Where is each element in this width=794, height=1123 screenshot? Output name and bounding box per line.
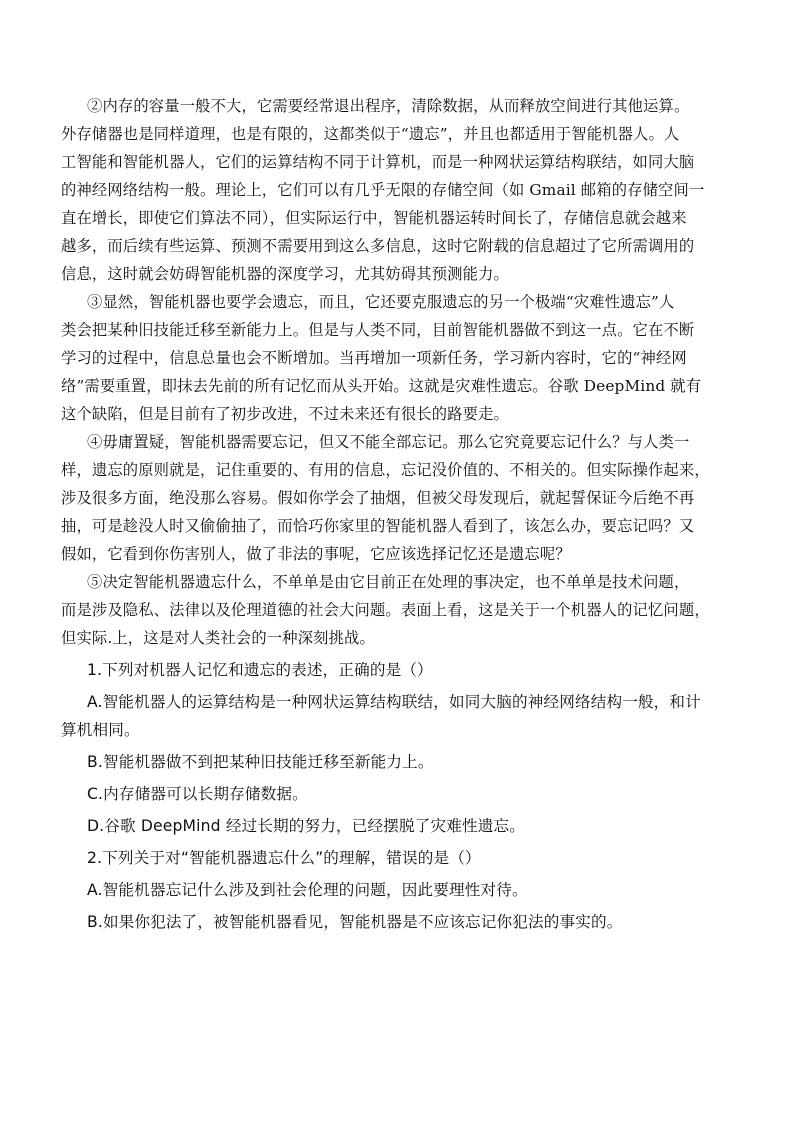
question-1-option-c: C.内存储器可以长期存储数据。 [87,785,308,803]
paragraph-line: 抽，可是趁没人时又偷偷抽了，而恰巧你家里的智能机器人看到了，该怎么办，要忘记吗？又 [61,517,695,535]
question-1-option-a-continued: 算机相同。 [61,721,140,739]
paragraph-5 [0,568,794,652]
paragraph-line: ②内存的容量一般不大，它需要经常退出程序，清除数据，从而释放空间进行其他运算。 [87,97,690,115]
question-2-stem: 2.下列关于对“智能机器遗忘什么”的理解，错误的是（） [87,849,481,867]
paragraph-line: 信息，这时就会妨碍智能机器的深度学习，尤其妨碍其预测能力。 [61,265,509,283]
paragraph-line: 外存储器也是同样道理，也是有限的，这都类似于“遗忘”，并且也都适用于智能机器人。人 [61,125,680,143]
question-1-option-d: D.谷歌 DeepMind 经过长期的努力，已经摆脱了灾难性遗忘。 [87,817,525,835]
paragraph-line: 但实际.上，这是对人类社会的一种深刻挑战。 [61,629,375,647]
question-2-option-a: A.智能机器忘记什么涉及到社会伦理的问题，因此要理性对待。 [87,881,528,899]
paragraph-line: 样，遗忘的原则就是，记住重要的、有用的信息，忘记没价值的、不相关的。但实际操作起来， [61,461,710,479]
paragraph-line: 越多，而后续有些运算、预测不需要用到这么多信息，这时它附载的信息超过了它所需调用的 [61,237,695,255]
paragraph-line: ④毋庸置疑，智能机器需要忘记，但又不能全部忘记。那么它究竟要忘记什么？与人类一 [87,433,690,451]
question-block [0,656,794,936]
question-2-option-b: B.如果你犯法了，被智能机器看见，智能机器是不应该忘记你犯法的事实的。 [87,913,623,931]
paragraph-line: 工智能和智能机器人，它们的运算结构不同于计算机，而是一种网状运算结构联结，如同大脑 [61,153,695,171]
paragraph-2 [0,92,794,288]
paragraph-3 [0,288,794,428]
paragraph-line: ③显然，智能机器也要学会遗忘，而且，它还要克服遗忘的另一个极端“灾难性遗忘”人 [87,293,675,311]
paragraph-line: 假如，它看到你伤害别人，做了非法的事呢，它应该选择记忆还是遗忘呢？ [61,545,571,563]
paragraph-4 [0,428,794,568]
paragraph-line: 学习的过程中，信息总量也会不断增加。当再增加一项新任务，学习新内容时，它的“神经网 [61,349,687,367]
paragraph-line: 络”需要重置，即抹去先前的所有记忆而从头开始。这就是灾难性遗忘。谷歌 DeepMind 就有 [61,377,702,395]
question-1-stem: 1.下列对机器人记忆和遗忘的表述，正确的是（） [87,661,433,679]
question-1-option-b: B.智能机器做不到把某种旧技能迁移至新能力上。 [87,753,434,771]
paragraph-line: 类会把某种旧技能迁移至新能力上。但是与人类不同，目前智能机器做不到这一点。它在不断 [61,321,695,339]
paragraph-line: 而是涉及隐私、法律以及伦理道德的社会大问题。表面上看，这是关于一个机器人的记忆问题， [61,601,710,619]
paragraph-line: 直在增长，即使它们算法不同），但实际运行中，智能机器运转时间长了，存储信息就会越来 [61,209,687,227]
paragraph-line: 涉及很多方面，绝没那么容易。假如你学会了抽烟，但被父母发现后，就起誓保证今后绝不再 [61,489,695,507]
paragraph-line: 这个缺陷，但是目前有了初步改进，不过未来还有很长的路要走。 [61,405,509,423]
paragraph-line: ⑤决定智能机器遗忘什么，不单单是由它目前正在处理的事决定，也不单单是技术问题， [87,573,690,591]
question-1-option-a: A.智能机器人的运算结构是一种网状运算结构联结，如同大脑的神经网络结构一般，和计 [87,693,701,711]
paragraph-line: 的神经网络结构一般。理论上，它们可以有几乎无限的存储空间（如 Gmail 邮箱的存储空间一 [61,181,705,199]
